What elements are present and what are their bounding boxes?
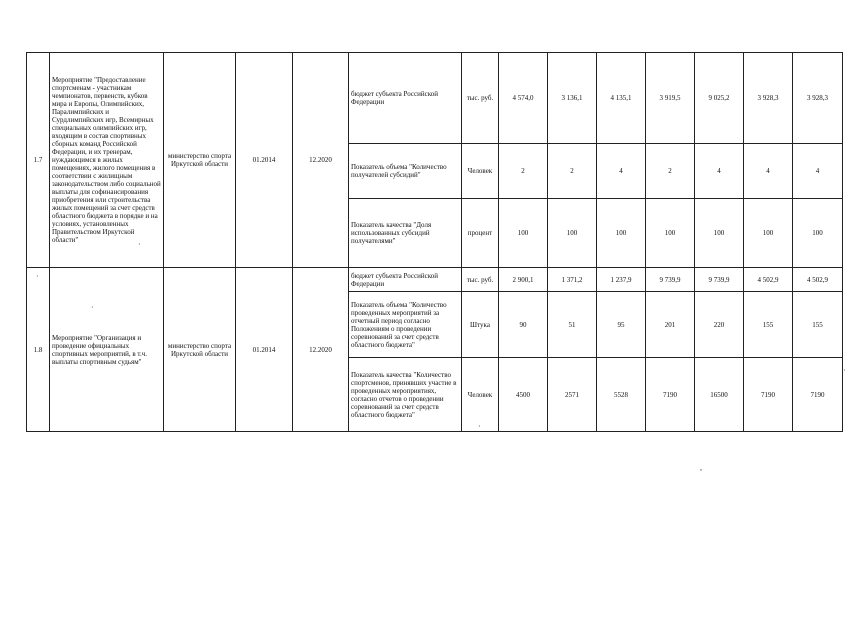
indicator-value: 90 — [499, 292, 548, 358]
indicator-value: 100 — [744, 199, 793, 268]
scan-speck: , — [700, 463, 702, 472]
indicator-name: Показатель качества "Количество спортсменов, принявших участие в проведенных мероприятиях, согласно отчетов о проведении соревнований за счет средств областного бюджета" — [349, 358, 462, 432]
program-table — [26, 52, 843, 432]
indicator-unit: Человек — [462, 358, 499, 432]
indicator-value: 1 237,9 — [597, 268, 646, 292]
indicator-value: 4 — [793, 144, 843, 199]
indicator-value: 2 900,1 — [499, 268, 548, 292]
indicator-value: 4 502,9 — [793, 268, 843, 292]
indicator-name: бюджет субъекта Российской Федерации — [349, 53, 462, 144]
indicator-unit: тыс. руб. — [462, 268, 499, 292]
indicator-value: 16500 — [695, 358, 744, 432]
executor: министерство спорта Иркутской области — [164, 53, 236, 268]
indicator-value: 4 135,1 — [597, 53, 646, 144]
indicator-unit: процент — [462, 199, 499, 268]
indicator-value: 3 928,3 — [744, 53, 793, 144]
indicator-value: 3 919,5 — [646, 53, 695, 144]
indicator-value: 100 — [646, 199, 695, 268]
scan-speck: · — [36, 272, 39, 281]
indicator-value: 100 — [499, 199, 548, 268]
indicator-name: Показатель объема "Количество получателей субсидий" — [349, 144, 462, 199]
indicator-value: 4500 — [499, 358, 548, 432]
indicator-value: 7190 — [793, 358, 843, 432]
indicator-name: Показатель объема "Количество проведенных мероприятий за отчетный период согласно Положениям о проведении соревнований за счет средств областного бюджета" — [349, 292, 462, 358]
indicator-value: 1 371,2 — [548, 268, 597, 292]
scan-speck: · — [478, 422, 481, 431]
indicator-value: 4 574,0 — [499, 53, 548, 144]
indicator-value: 100 — [793, 199, 843, 268]
indicator-value: 7190 — [744, 358, 793, 432]
indicator-value: 2 — [499, 144, 548, 199]
indicator-value: 220 — [695, 292, 744, 358]
measure-title: Мероприятие "Организация и проведение официальных спортивных мероприятий, в т.ч. выплаты спортивным судьям" — [50, 268, 164, 432]
indicator-value: 100 — [548, 199, 597, 268]
executor: министерство спорта Иркутской области — [164, 268, 236, 432]
row-number: 1.7 — [27, 53, 50, 268]
indicator-value: 3 928,3 — [793, 53, 843, 144]
start-date: 01.2014 — [236, 268, 293, 432]
measure-title: Мероприятие "Предоставление спортсменам - участникам чемпионатов, первенств, кубков мира и Европы, Олимпийских, Паралимпийских и Сурдлимпийских игр, Всемирных специальных олимпийских игр, входящим в состав спортивных сборных команд Российской Федерации, и их тренерам, нуждающимся в жилых помещениях, жилого помещения в соответствии с жилищным законодательством либо социальной выплаты для софинансирования приобретения или строительства жилых помещений за счет средств областного бюджета в порядке и на условиях, установленных Правительством Иркутской области" — [50, 53, 164, 268]
indicator-value: 155 — [793, 292, 843, 358]
indicator-value: 7190 — [646, 358, 695, 432]
indicator-unit: тыс. руб. — [462, 53, 499, 144]
indicator-value: 100 — [695, 199, 744, 268]
start-date: 01.2014 — [236, 53, 293, 268]
indicator-value: 201 — [646, 292, 695, 358]
indicator-value: 155 — [744, 292, 793, 358]
scan-speck: · — [91, 303, 94, 312]
table-row — [27, 53, 843, 144]
indicator-value: 4 — [597, 144, 646, 199]
indicator-value: 9 739,9 — [646, 268, 695, 292]
indicator-value: 100 — [597, 199, 646, 268]
scan-speck: · — [138, 240, 141, 249]
indicator-unit: Человек — [462, 144, 499, 199]
indicator-name: бюджет субъекта Российской Федерации — [349, 268, 462, 292]
end-date: 12.2020 — [293, 268, 349, 432]
indicator-value: 9 739,9 — [695, 268, 744, 292]
indicator-value: 95 — [597, 292, 646, 358]
indicator-value: 2 — [646, 144, 695, 199]
indicator-value: 5528 — [597, 358, 646, 432]
indicator-unit: Штука — [462, 292, 499, 358]
scan-speck: · — [843, 366, 846, 375]
indicator-value: 9 025,2 — [695, 53, 744, 144]
indicator-name: Показатель качества "Доля использованных субсидий получателями" — [349, 199, 462, 268]
end-date: 12.2020 — [293, 53, 349, 268]
indicator-value: 4 502,9 — [744, 268, 793, 292]
indicator-value: 2571 — [548, 358, 597, 432]
indicator-value: 4 — [744, 144, 793, 199]
indicator-value: 2 — [548, 144, 597, 199]
row-number: 1.8 — [27, 268, 50, 432]
indicator-value: 51 — [548, 292, 597, 358]
table-row — [27, 268, 843, 292]
indicator-value: 4 — [695, 144, 744, 199]
indicator-value: 3 136,1 — [548, 53, 597, 144]
